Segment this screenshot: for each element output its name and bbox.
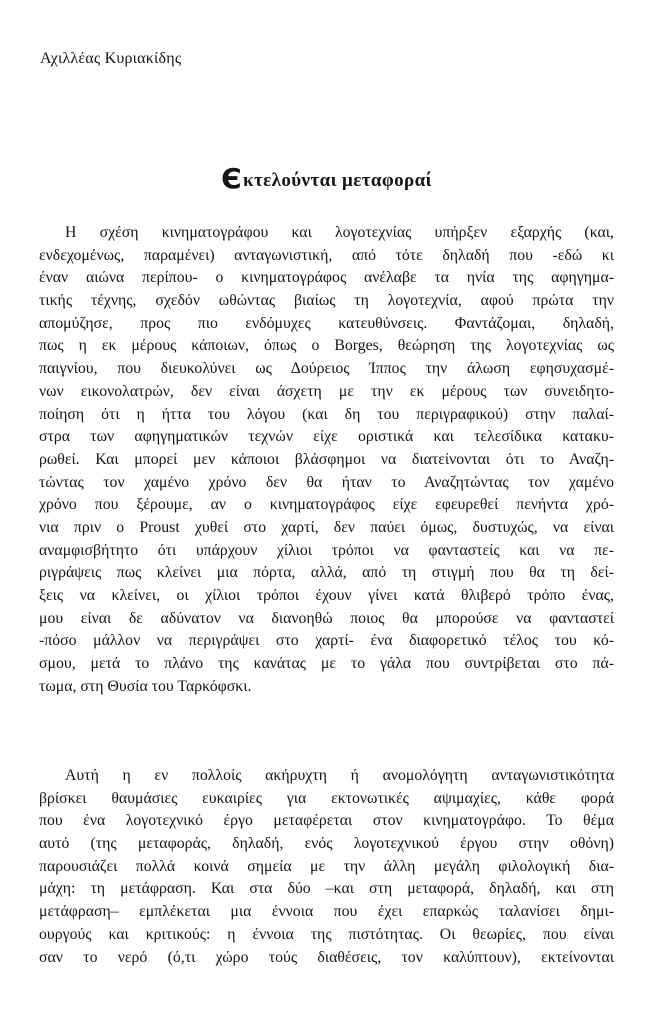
text-line: βρίσκει θαυμάσιες ευκαιρίες για εκτονωτικές αψιμαχίες, κάθε φορά bbox=[39, 789, 614, 807]
text-line: μετάφραση– εμπλέκεται μια έννοια που έχει επαρκώς ταλανίσει δημι- bbox=[39, 903, 614, 921]
running-head-author: Αχιλλέας Κυριακίδης bbox=[40, 50, 182, 67]
decorative-initial: Є bbox=[221, 162, 243, 195]
text-line: που ένα λογοτεχνικό έργο μεταφέρεται στον κινηματογράφο. Το θέμα bbox=[39, 812, 614, 830]
text-line: ουργούς και κριτικούς: η έννοια της πιστότητας. Οι θεωρίες, που είναι bbox=[39, 925, 614, 943]
text-line: παιγνίου, που διευκολύνει ως Δούρειος Ίππος την άλωση εφησυχασμέ- bbox=[39, 360, 614, 378]
text-line: στρα των αφηγηματικών τεχνών είχε οριστικά και τελεσίδικα κατακυ- bbox=[39, 428, 614, 446]
text-line: πως η εκ μέρους κάποιων, όπως ο Borges, θεώρηση της λογοτεχνίας ως bbox=[39, 337, 614, 355]
body-paragraph-1 bbox=[39, 222, 614, 698]
text-line: αναμφισβήτητο ότι υπάρχουν χίλιοι τρόποι να φανταστείς και να πε- bbox=[39, 541, 614, 559]
text-line: σμου, μετά το πλάνο της κανάτας με το γάλα που συντρίβεται στο πά- bbox=[39, 655, 614, 673]
text-line: ποίηση ότι η ήττα του λόγου (και δη του περιγραφικού) στην παλαί- bbox=[39, 405, 614, 423]
text-line: σαν το νερό (ό,τι χώρο τούς διαθέσεις, τον καλύπτουν), εκτείνονται bbox=[39, 948, 614, 966]
text-line: έναν αιώνα περίπου- ο κινηματογράφος ανέλαβε τα ηνία της αφηγημα- bbox=[39, 269, 614, 287]
text-line: χρόνο που ξέρουμε, αν ο κινηματογράφος είχε εφευρεθεί πενήντα χρό- bbox=[39, 496, 614, 514]
text-line: ριγράψεις πως κλείνει μια πόρτα, αλλά, από τη στιγμή που θα τη δεί- bbox=[39, 564, 614, 582]
text-line: αυτό (της μεταφοράς, δηλαδή, ενός λογοτεχνικού έργου στην οθόνη) bbox=[39, 835, 614, 853]
text-line: νων εικονολατρών, δεν είναι άσχετη με την εκ μέρους των συνειδητο- bbox=[39, 382, 614, 400]
text-line: ρωθεί. Και μπορεί μεν κάποιοι βλάσφημοι να διατείνονται ότι το Αναζη- bbox=[39, 450, 614, 468]
text-line: μου είναι δε αδύνατον να διανοηθώ ποιος θα μπορούσε να φανταστεί bbox=[39, 609, 614, 627]
text-line: Η σχέση κινηματογράφου και λογοτεχνίας υπήρξεν εξαρχής (και, bbox=[65, 224, 614, 241]
text-line: μάχη: τη μετάφραση. Και στα δύο –και στη μεταφορά, δηλαδή, και στη bbox=[39, 880, 614, 898]
text-line: απομύζησε, προς πιο ενδόμυχες κατευθύνσεις. Φαντάζομαι, δηλαδή, bbox=[39, 314, 614, 332]
text-line: Αυτή η εν πολλοίς ακήρυχτη ή ανομολόγητη ανταγωνιστικότητα bbox=[65, 767, 614, 784]
text-line: παρουσιάζει πολλά κοινά σημεία με την άλλη μεγάλη φιλολογική δια- bbox=[39, 857, 614, 875]
text-line: τικής τέχνης, σχεδόν ωθώντας βιαίως τη λογοτεχνία, αφού πρώτα την bbox=[39, 292, 614, 310]
text-line: τώντας τον χαμένο χρόνο δεν θα ήταν το Αναζητώντας τον χαμένο bbox=[39, 473, 614, 491]
chapter-title-text: κτελούνται μεταφοραί bbox=[243, 170, 432, 191]
chapter-title bbox=[0, 160, 653, 193]
text-line: τωμα, στη Θυσία του Ταρκόφσκι. bbox=[39, 677, 252, 695]
text-line: νια πριν ο Proust χυθεί στο χαρτί, δεν παύει όμως, δυστυχώς, να είναι bbox=[39, 518, 614, 536]
text-line: ξεις να κλείνει, οι χίλιοι τρόποι έχουν γίνει κατά θλιβερό τρόπο ένας, bbox=[39, 587, 614, 604]
text-line: ενδεχομένως, παραμένει) ανταγωνιστική, από τότε δηλαδή που -εδώ κι bbox=[39, 246, 614, 264]
body-paragraph-2 bbox=[39, 765, 614, 969]
text-line: -πόσο μάλλον να περιγράψει στο χαρτί- ένα διαφορετικό τέλος του κό- bbox=[39, 632, 614, 650]
